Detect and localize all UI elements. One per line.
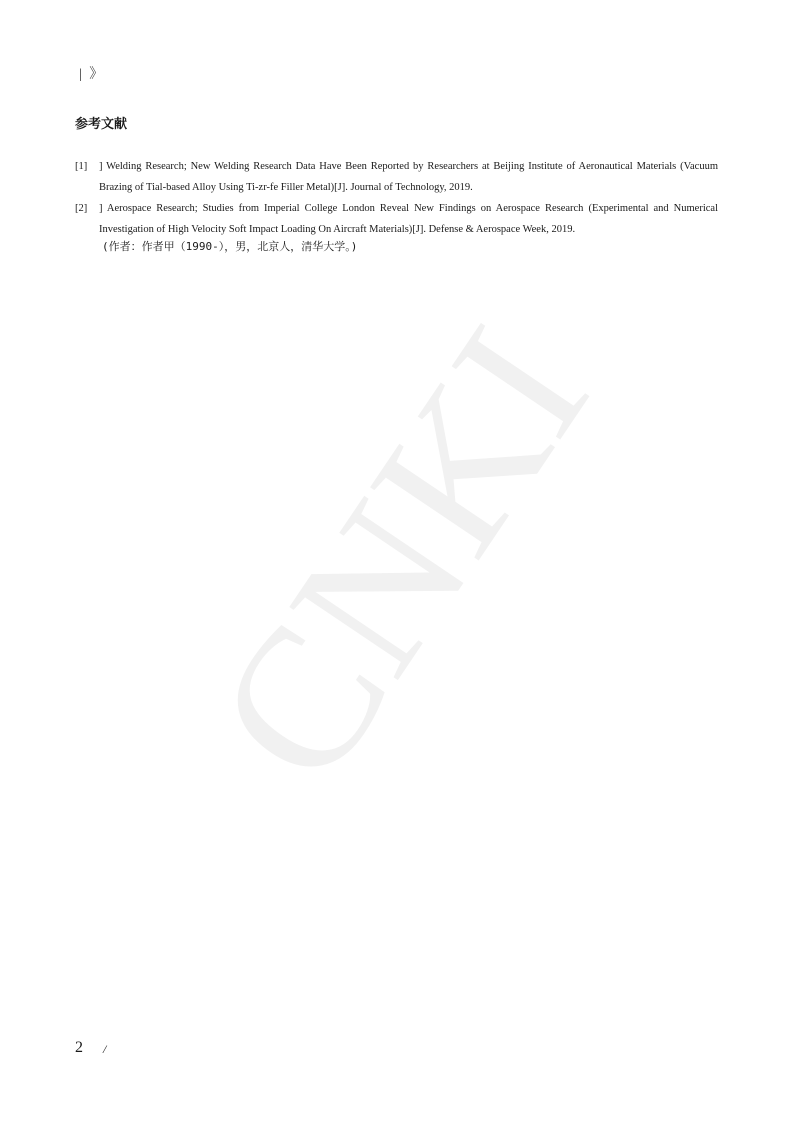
reference-text: ] Aerospace Research; Studies from Imperial College London Reveal New Findings on Aerospace Research (Experimental and Numerical Investigation of High Velocity Soft Impact Loading On Aircraft Materials)[J]. Defense & Aerospace Week, 2019.	[99, 203, 718, 235]
reference-item-1	[75, 156, 718, 198]
running-header-mark: | 》	[79, 67, 106, 82]
watermark-cnki: CNKI	[173, 291, 630, 821]
reference-number: [1]	[75, 161, 88, 172]
reference-item-2	[75, 198, 718, 240]
author-note: (作者：作者甲（1990-），男，北京人，清华大学。)	[102, 240, 358, 253]
page-separator: /	[103, 1042, 107, 1056]
reference-number: [2]	[75, 203, 88, 214]
references-heading: 参考文献	[75, 117, 128, 132]
page-number: 2	[75, 1039, 83, 1056]
reference-list	[75, 156, 718, 240]
reference-text: ] Welding Research; New Welding Research Data Have Been Reported by Researchers at Beijing Institute of Aeronautical Materials (Vacuum Brazing of Tial-based Alloy Using Ti-zr-fe Filler Metal)[J]. Journal of Technology, 2019.	[99, 161, 718, 193]
